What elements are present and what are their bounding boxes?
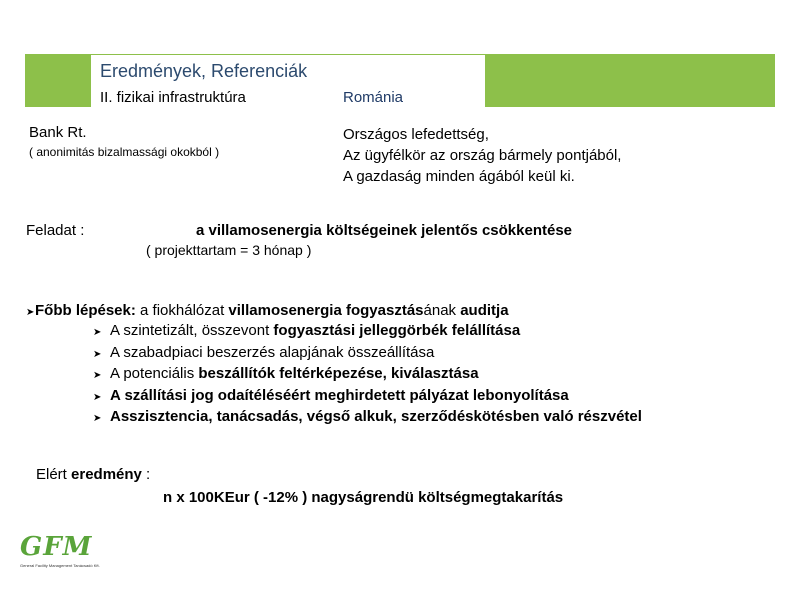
- arrowhead-icon: ➤: [93, 391, 102, 403]
- step-text-bold: A szállítási jog odaítéléséért meghirdetett pályázat lebonyolítása: [110, 386, 569, 404]
- steps-head-bold-2: villamosenergia fogyasztás: [228, 302, 424, 319]
- list-item: [93, 321, 642, 343]
- list-item: [93, 364, 642, 386]
- step-text-bold: beszállítók feltérképezése, kiválasztása: [198, 365, 479, 382]
- list-item: [93, 407, 642, 429]
- company-logo: [20, 533, 120, 573]
- coverage-line-2: Az ügyfélkör az ország bármely pontjából,: [343, 147, 622, 164]
- steps-heading: [26, 302, 509, 319]
- header-accent-right: [485, 54, 775, 107]
- result-label-tail: :: [141, 466, 151, 483]
- list-item: [93, 343, 642, 365]
- coverage-line-3: A gazdaság minden ágából keül ki.: [343, 168, 575, 185]
- header-accent-left: [25, 54, 91, 107]
- result-text: n x 100KEur ( -12% ) nagyságrendü költségmegtakarítás: [163, 489, 564, 506]
- step-text: A szintetizált, összevont: [110, 322, 274, 339]
- steps-head-normal-2: ának: [423, 302, 461, 319]
- arrowhead-icon: ➤: [93, 327, 102, 338]
- logo-tagline: General Facility Management Tanácsadó Kft.: [20, 563, 100, 568]
- coverage-line-1: Országos lefedettség,: [343, 126, 489, 143]
- task-duration: ( projekttartam = 3 hónap ): [146, 242, 312, 258]
- steps-head-bold: Főbb lépések:: [35, 302, 136, 319]
- arrowhead-icon: ➤: [26, 307, 35, 318]
- step-text-bold: fogyasztási jelleggörbék felállítása: [273, 322, 521, 339]
- step-text: A potenciális: [110, 365, 199, 382]
- coverage-block: [343, 124, 621, 187]
- steps-head-bold-3: auditja: [460, 302, 509, 319]
- step-text: A szabadpiaci beszerzés alapjának összeállítása: [110, 343, 435, 361]
- arrowhead-icon: ➤: [93, 413, 102, 424]
- client-note: ( anonimitás bizalmassági okokból ): [29, 145, 220, 159]
- country-label: Románia: [343, 89, 404, 106]
- result-label-bold: eredmény: [71, 466, 142, 483]
- step-text-bold: Asszisztencia, tanácsadás, végső alkuk, szerződéskötésben való részvétel: [110, 408, 642, 425]
- result-label-normal: Elért: [36, 466, 72, 483]
- task-label: Feladat :: [26, 222, 85, 239]
- list-item: [93, 386, 642, 408]
- arrowhead-icon: ➤: [93, 348, 102, 360]
- page-subtitle: II. fizikai infrastruktúra: [100, 89, 246, 106]
- steps-head-normal: a fiokhálózat: [135, 302, 229, 319]
- header-divider: [91, 54, 485, 55]
- client-name: Bank Rt.: [29, 124, 87, 141]
- logo-wordmark: GFM: [20, 532, 93, 562]
- task-text: a villamosenergia költségeinek jelentős csökkentése: [196, 222, 573, 239]
- page-title: Eredmények, Referenciák: [100, 61, 308, 81]
- steps-list: [93, 321, 642, 429]
- arrowhead-icon: ➤: [93, 370, 102, 381]
- result-label: [36, 466, 150, 483]
